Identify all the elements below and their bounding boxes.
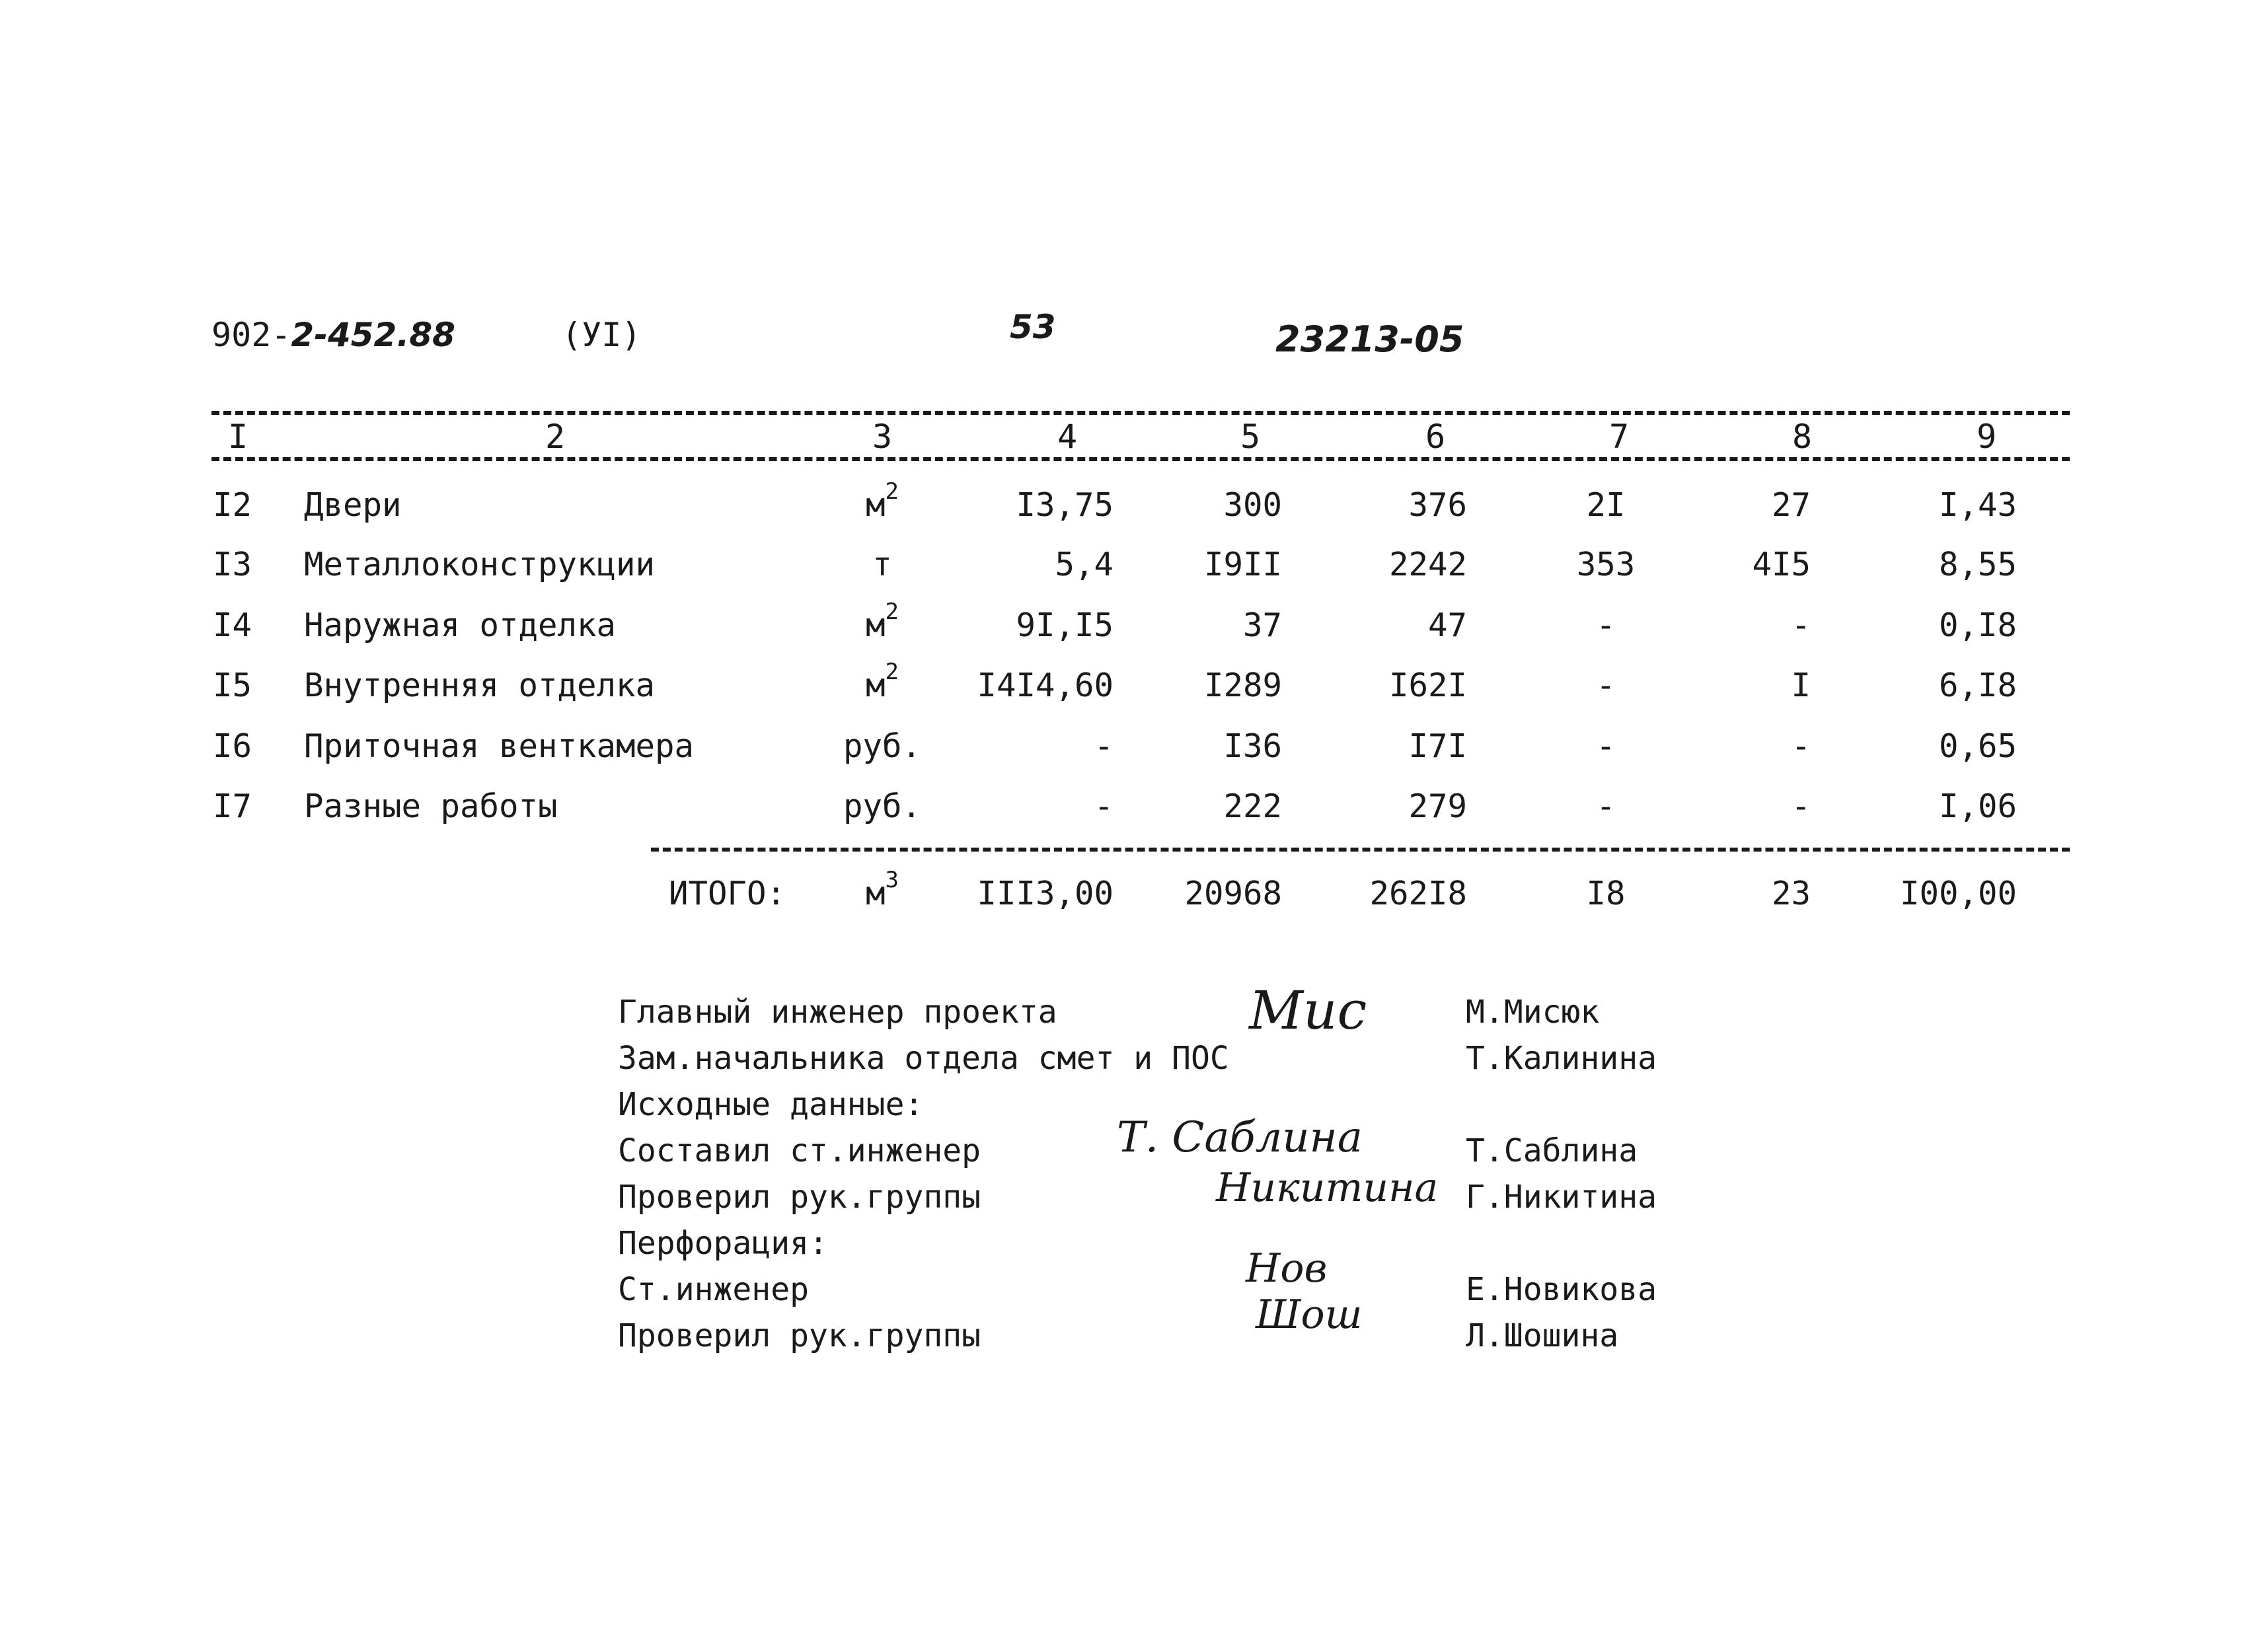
signature-name: Л.Шошина [1466,1317,1619,1354]
total-col9: I00,00 [1899,875,2017,912]
cell-c4: I3,75 [1016,486,1114,524]
cell-c9: I,43 [1938,486,2017,524]
cell-c9: 0,I8 [1938,606,2017,644]
cell-c8: - [1791,787,1811,825]
cell-c8: 4I5 [1752,546,1811,583]
unit-base: м [866,486,886,524]
cell-c5: I9II [1203,546,1282,583]
cell-c7: 353 [1576,546,1636,583]
unit-base: руб. [843,787,921,825]
cell-c6: 47 [1427,606,1467,644]
table-top-rule [211,411,2070,415]
total-unit-exponent: 3 [885,867,899,893]
column-number: I [227,418,248,456]
signature-name: Т.Калинина [1466,1040,1657,1077]
signature-name: М.Мисюк [1466,994,1600,1031]
cell-c5: I289 [1203,667,1282,704]
unit-base: м [866,667,886,704]
column-number: 6 [1425,418,1446,456]
total-col4: III3,00 [977,875,1114,912]
cell-c9: 0,65 [1938,727,2017,765]
cell-unit [839,787,925,825]
cell-num: I7 [213,787,252,825]
cell-name: Наружная отделка [304,606,617,644]
unit-base: м [866,606,886,644]
cell-c4: 9I,I5 [1016,606,1114,644]
cell-unit [839,659,925,704]
cell-unit [839,548,925,581]
cell-num: I6 [213,727,252,765]
column-number: 7 [1608,418,1630,456]
total-label: ИТОГО: [669,875,786,912]
cell-c9: 8,55 [1938,546,2017,583]
cell-c4: I4I4,60 [977,667,1114,704]
table-header-rule [211,457,2070,461]
total-col5: 20968 [1184,875,1282,912]
cell-c6: 376 [1408,486,1467,524]
cell-c6: I62I [1388,667,1467,704]
signature-role: Зам.начальника отдела смет и ПОС [618,1040,1229,1077]
cell-c5: 37 [1242,606,1282,644]
cell-c9: 6,I8 [1938,667,2017,704]
cell-name: Металлоконструкции [304,546,656,583]
cell-c9: I,06 [1938,787,2017,825]
cell-num: I4 [213,606,252,644]
unit-base: т [872,546,892,583]
total-col7: I8 [1586,875,1626,912]
cell-num: I2 [213,486,252,524]
handwritten-signature: Т. Саблина [1117,1113,1363,1162]
cell-c8: 27 [1771,486,1811,524]
total-unit-base: м [866,875,886,912]
handwritten-signature: Шош [1256,1292,1363,1338]
signature-role: Перфорация: [618,1225,828,1262]
total-col8: 23 [1771,875,1811,912]
cell-name: Двери [304,486,402,524]
cell-c5: 300 [1223,486,1282,524]
cell-c8: - [1791,606,1811,644]
cell-c6: I7I [1408,727,1467,765]
total-col6: 262I8 [1369,875,1467,912]
cell-c8: I [1791,667,1811,704]
unit-base: руб. [843,727,921,765]
unit-exponent: 2 [885,659,899,685]
document-code-prefix: 902- [211,316,291,354]
cell-name: Внутренняя отделка [304,667,656,704]
signature-role: Составил ст.инженер [618,1132,981,1169]
cell-c7: - [1596,727,1616,765]
signature-role: Проверил рук.группы [618,1179,981,1216]
cell-c7: 2I [1586,486,1626,524]
unit-exponent: 2 [885,599,899,625]
signature-role: Проверил рук.группы [618,1317,981,1354]
unit-exponent: 2 [885,478,899,505]
cell-num: I3 [213,546,252,583]
cell-c7: - [1596,667,1616,704]
total-unit [839,867,925,912]
document-code-handwritten: 2-452.88 [291,316,455,354]
cell-c4: - [1094,787,1114,825]
cell-c7: - [1596,606,1616,644]
handwritten-signature: Мис [1249,980,1367,1041]
cell-c8: - [1791,727,1811,765]
cell-unit [839,478,925,524]
signature-role: Ст.инженер [618,1271,809,1308]
column-number: 3 [872,418,893,456]
cell-unit [839,599,925,644]
column-number: 4 [1057,418,1078,456]
column-number: 8 [1792,418,1813,456]
column-number: 2 [545,418,566,456]
signature-name: Т.Саблина [1466,1132,1638,1169]
cell-c5: I36 [1223,727,1282,765]
cell-c4: 5,4 [1055,546,1114,583]
cell-c6: 2242 [1388,546,1467,583]
cell-name: Разные работы [304,787,558,825]
signature-name: Е.Новикова [1466,1271,1657,1308]
cell-c7: - [1596,787,1616,825]
column-number: 9 [1976,418,1997,456]
document-code [211,316,455,354]
column-number: 5 [1240,418,1261,456]
cell-unit [839,727,925,765]
cell-c4: - [1094,727,1114,765]
cell-num: I5 [213,667,252,704]
signature-role: Главный инженер проекта [618,994,1057,1031]
table-total-rule [651,848,2070,852]
handwritten-signature: Никитина [1216,1165,1439,1211]
handwritten-signature: Нов [1246,1245,1328,1292]
signature-name: Г.Никитина [1466,1179,1657,1216]
cell-name: Приточная венткамера [304,727,695,765]
document-variant: (УI) [562,316,642,354]
cell-c5: 222 [1223,787,1282,825]
page-number: 53 [1010,308,1056,346]
archive-number: 23213-05 [1275,318,1464,360]
cell-c6: 279 [1408,787,1467,825]
signature-role: Исходные данные: [618,1086,924,1123]
